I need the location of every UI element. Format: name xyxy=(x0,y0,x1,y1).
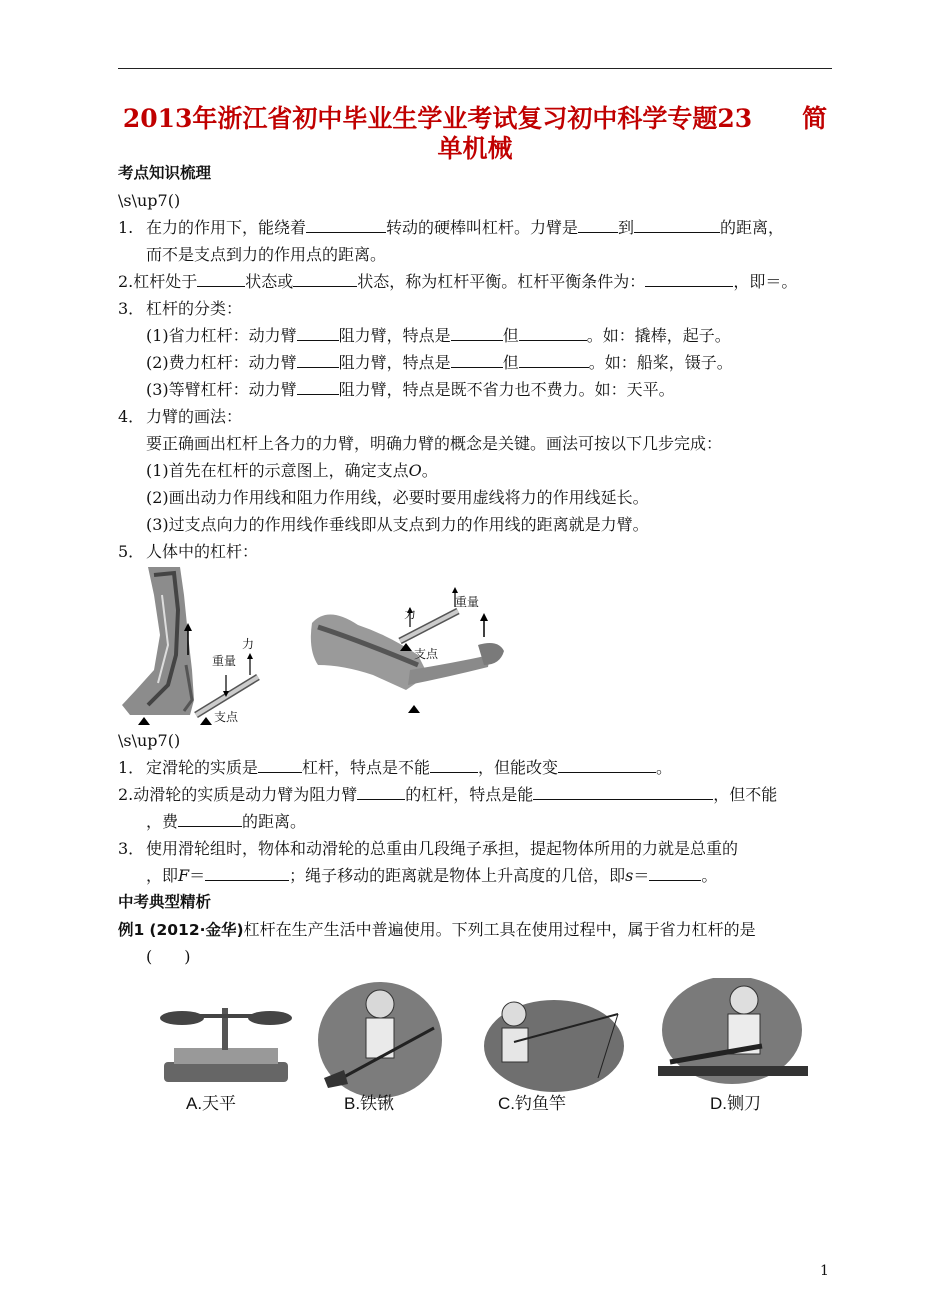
example-1-options xyxy=(118,970,838,1120)
lever-item-4-2: (2)画出动力作用线和阻力作用线，必要时要用虚线将力的作用线延长。 xyxy=(146,488,649,507)
blank xyxy=(634,218,720,233)
blank xyxy=(297,380,339,395)
page-number: 1 xyxy=(820,1263,829,1279)
section-heading-knowledge: 考点知识梳理 xyxy=(118,164,212,182)
lever-item-3-2: (2)费力杠杆：动力臂 阻力臂，特点是 但 。如：船桨，镊子。 xyxy=(146,353,733,372)
lever-item-3-1: (1)省力杠杆：动力臂 阻力臂，特点是 但 。如：撬棒，起子。 xyxy=(146,326,731,345)
example-1-answer-paren: ( ) xyxy=(146,947,191,966)
lever-item-3: 3． 杠杆的分类： xyxy=(118,299,243,318)
field-code-pulley: \s\up7() xyxy=(118,731,181,750)
example-source: (2012·金华) xyxy=(149,921,244,939)
arm-weight-label: 重量 xyxy=(455,595,480,609)
lever-item-5: 5． 人体中的杠杆： xyxy=(118,542,259,561)
blank xyxy=(357,785,405,800)
blank xyxy=(306,218,386,233)
pulley-item-2-cont: ，费 的距离。 xyxy=(146,812,307,831)
foot-fulcrum-label: 支点 xyxy=(214,710,239,724)
blank xyxy=(205,866,289,881)
shovel-picture xyxy=(318,982,442,1098)
lever-item-3-3: (3)等臂杠杆：动力臂 阻力臂，特点是既不省力也不费力。如：天平。 xyxy=(146,380,675,399)
blank xyxy=(451,326,503,341)
foot-weight-label: 重量 xyxy=(212,654,237,668)
arm-force-label: 力 xyxy=(404,607,417,621)
foot-figure xyxy=(122,567,194,725)
arm-figure xyxy=(311,613,504,713)
section-heading-examples: 中考典型精析 xyxy=(118,893,212,911)
blank xyxy=(430,758,478,773)
blank xyxy=(197,272,245,287)
blank xyxy=(178,812,242,827)
blank xyxy=(645,272,733,287)
lever-item-2: 2.杠杆处于 状态或 状态，称为杠杆平衡。杠杆平衡条件为： ，即＝。 xyxy=(118,272,798,291)
blank xyxy=(519,353,589,368)
example-1-question: 例1 (2012·金华)杠杆在生产生活中普遍使用。下列工具在使用过程中，属于省力杠杆的是 xyxy=(118,920,756,939)
blank xyxy=(258,758,302,773)
body-lever-illustration xyxy=(118,565,838,727)
blank xyxy=(297,326,339,341)
balance-picture xyxy=(160,1008,292,1082)
foot-force-label: 力 xyxy=(242,637,255,651)
option-c-label: C.钓鱼竿 xyxy=(498,1094,566,1113)
header-rule xyxy=(118,68,832,69)
blank xyxy=(451,353,503,368)
lever-item-4-1: (1)首先在杠杆的示意图上，确定支点O。 xyxy=(146,461,438,480)
lever-item-1-cont: 而不是支点到力的作用点的距离。 xyxy=(146,245,387,264)
option-d-label: D.铡刀 xyxy=(710,1094,761,1113)
blank xyxy=(558,758,656,773)
option-a-label: A.天平 xyxy=(186,1094,237,1113)
lever-item-4-3: (3)过支点向力的作用线作垂线即从支点到力的作用线的距离就是力臂。 xyxy=(146,515,649,534)
blank xyxy=(578,218,618,233)
guillotine-picture xyxy=(658,978,808,1084)
pulley-item-3: 3． 使用滑轮组时，物体和动滑轮的总重由几段绳子承担，提起物体所用的力就是总重的 xyxy=(118,839,739,858)
blank xyxy=(533,785,713,800)
pulley-item-3-cont: ，即F＝ ；绳子移动的距离就是物体上升高度的几倍，即s＝ 。 xyxy=(146,866,718,885)
pulley-item-1: 1． 定滑轮的实质是 杠杆，特点是不能 ，但能改变 。 xyxy=(118,758,673,777)
lever-item-4-intro: 要正确画出杠杆上各力的力臂，明确力臂的概念是关键。画法可按以下几步完成： xyxy=(146,434,723,453)
field-code-lever: \s\up7() xyxy=(118,191,181,210)
options-illustration xyxy=(118,978,838,1098)
body-lever-figures xyxy=(118,565,838,727)
blank xyxy=(649,866,701,881)
example-label: 例1 xyxy=(118,921,145,939)
lever-item-1: 1. 在力的作用下，能绕着 转动的硬棒叫杠杆。力臂是 到 的距离， xyxy=(118,218,785,237)
pulley-item-2: 2.动滑轮的实质是动力臂为阻力臂 的杠杆，特点是能 ，但不能 xyxy=(118,785,778,804)
arm-fulcrum-label: 支点 xyxy=(414,647,439,661)
document-body xyxy=(118,160,838,1120)
lever-item-4: 4． 力臂的画法： xyxy=(118,407,243,426)
page-title: 2013年浙江省初中毕业生学业考试复习初中科学专题23 简单机械 xyxy=(122,104,828,163)
option-b-label: B.铁锹 xyxy=(344,1094,395,1113)
fishing-rod-picture xyxy=(484,1000,624,1092)
blank xyxy=(519,326,587,341)
blank xyxy=(297,353,339,368)
blank xyxy=(293,272,357,287)
